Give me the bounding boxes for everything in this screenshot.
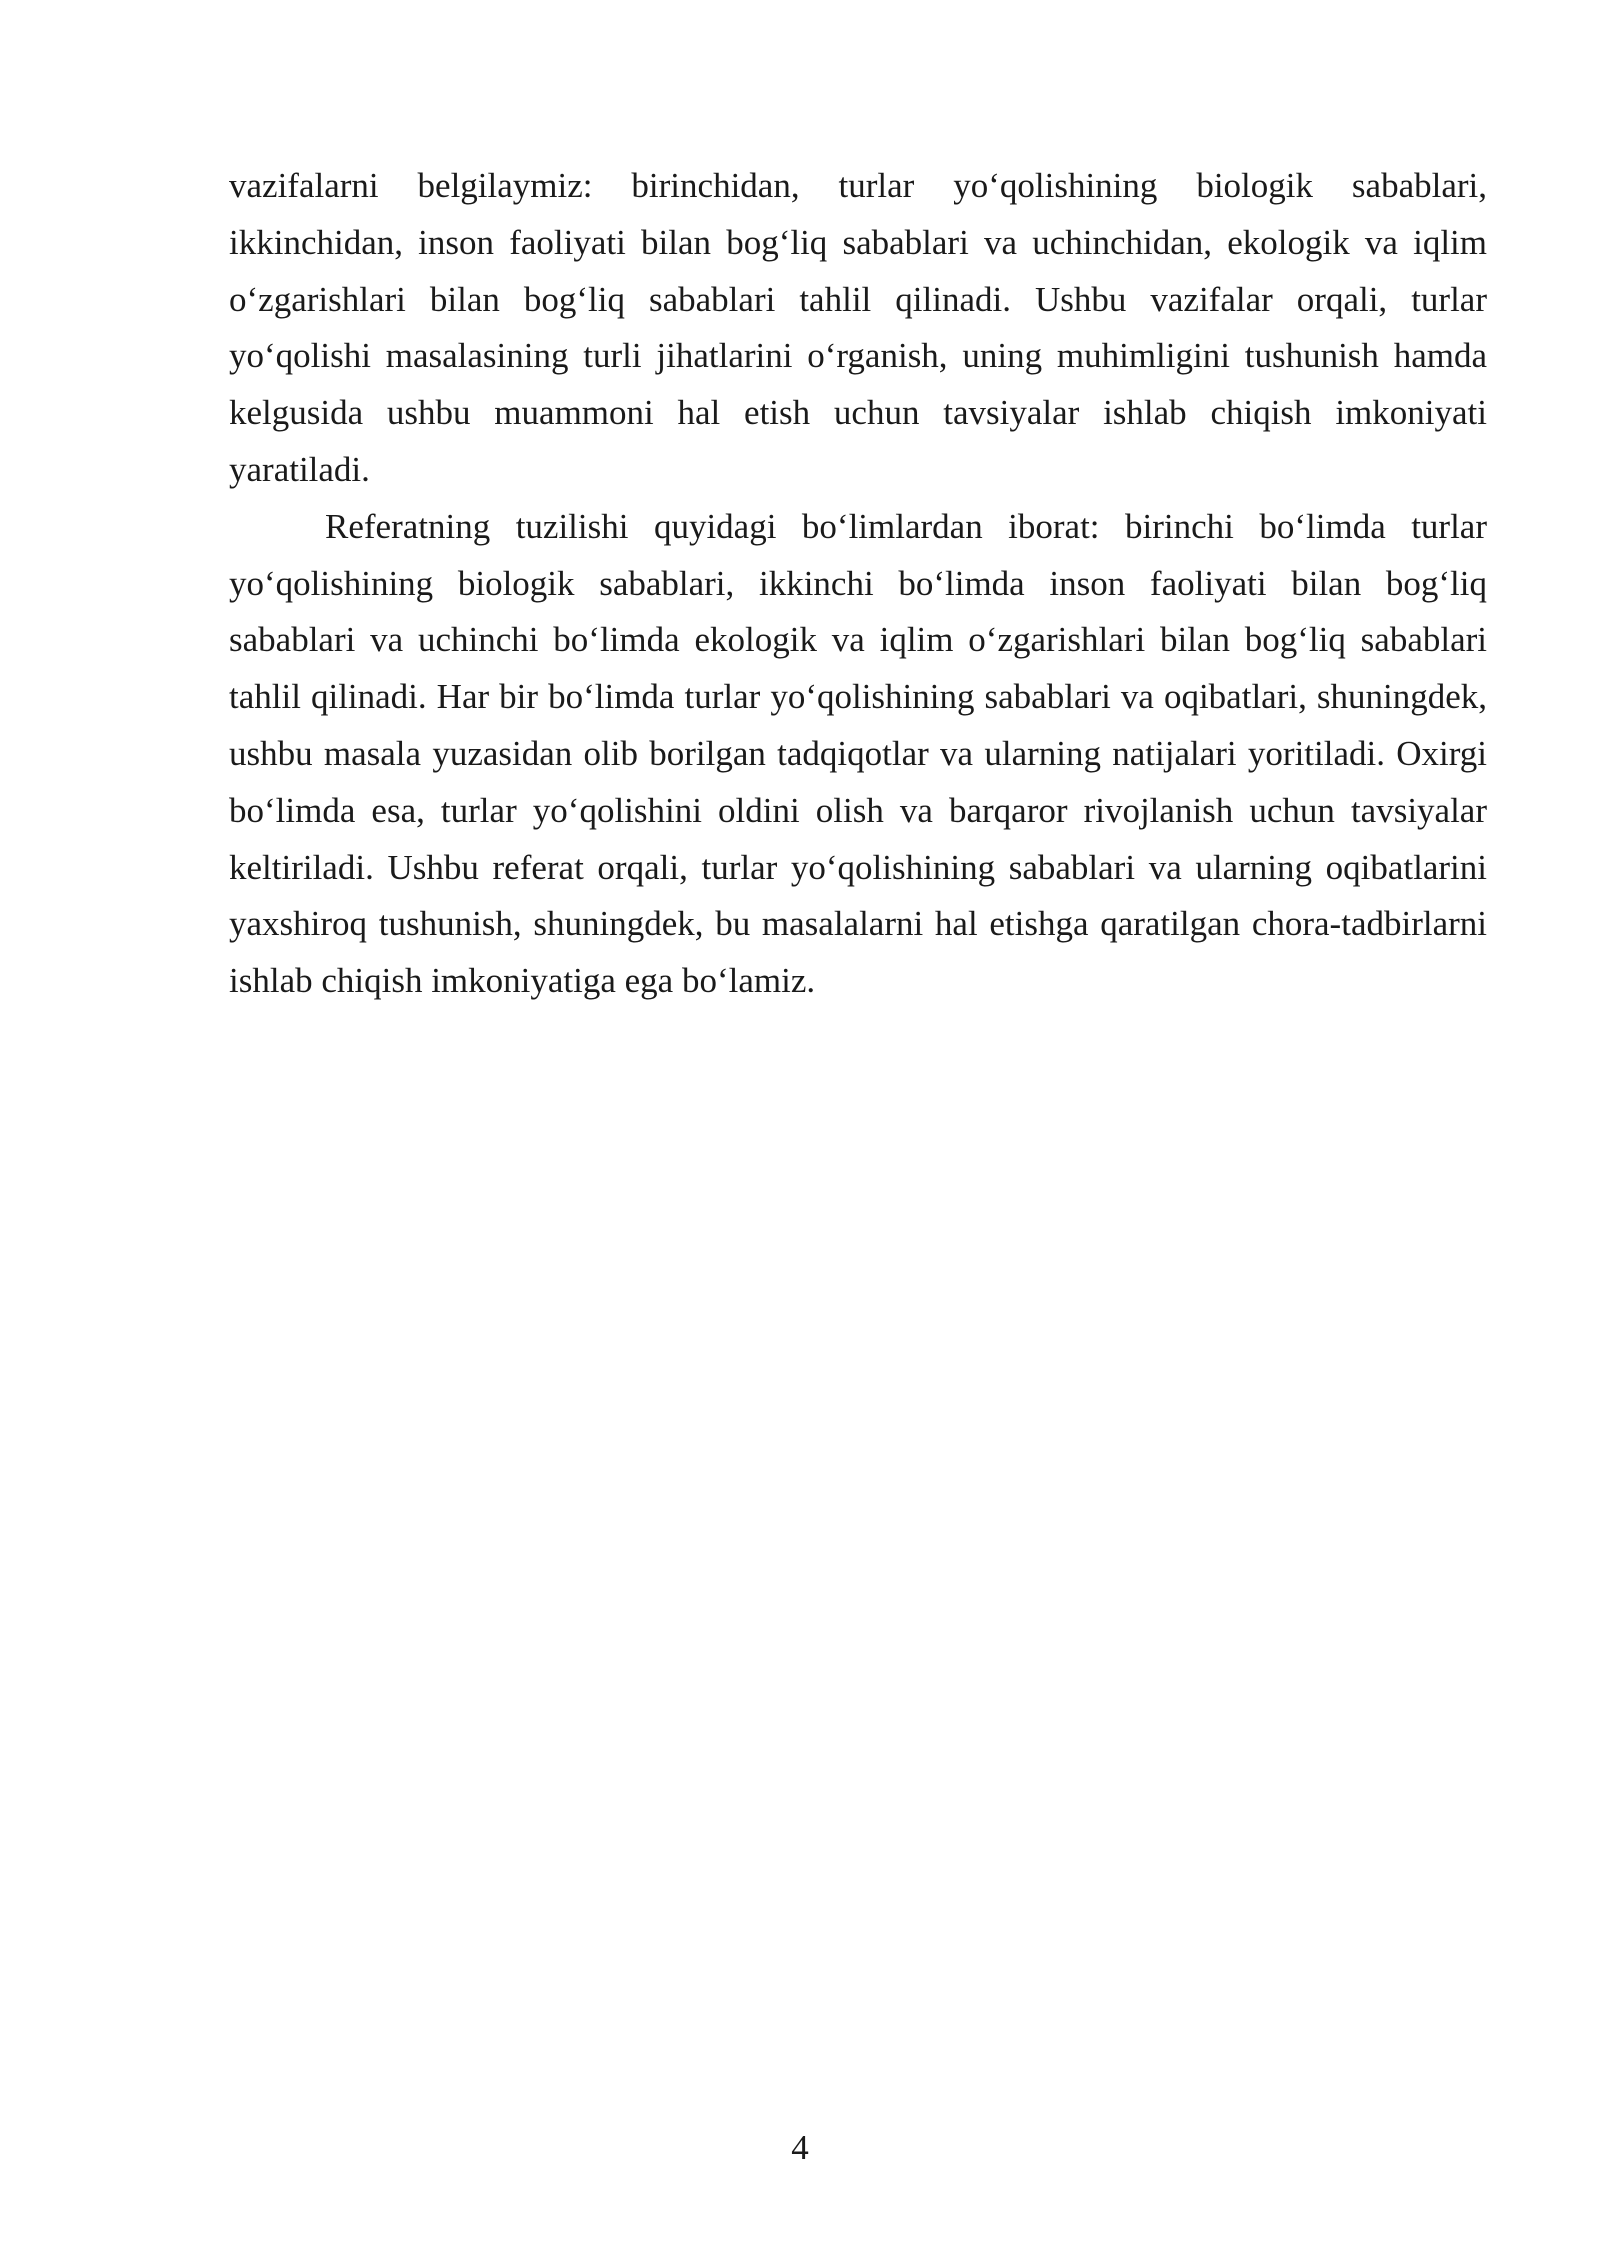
body-text [229, 158, 1487, 1010]
paragraph-structure: Referatning tuzilishi quyidagi bo‘limlardan iborat: birinchi bo‘limda turlar yo‘qolishining biologik sabablari, ikkinchi bo‘limda inson faoliyati bilan bog‘liq sabablari va uchinchi bo‘limda ekologik va iqlim o‘zgarishlari bilan bog‘liq sabablari tahlil qilinadi. Har bir bo‘limda turlar yo‘qolishining sabablari va oqibatlari, shuningdek, ushbu masala yuzasidan olib borilgan tadqiqotlar va ularning natijalari yoritiladi. Oxirgi bo‘limda esa, turlar yo‘qolishini oldini olish va barqaror rivojlanish uchun tavsiyalar keltiriladi. Ushbu referat orqali, turlar yo‘qolishining sabablari va ularning oqibatlarini yaxshiroq tushunish, shuningdek, bu masalalarni hal etishga qaratilgan chora-tadbirlarni ishlab chiqish imkoniyatiga ega bo‘lamiz. [229, 506, 1487, 1001]
page-number: 4 [791, 2128, 809, 2167]
paragraph-continuation: vazifalarni belgilaymiz: birinchidan, turlar yo‘qolishining biologik sabablari, ikkinchidan, inson faoliyati bilan bog‘liq sabablari va uchinchidan, ekologik va iqlim o‘zgarishlari bilan bog‘liq sabablari tahlil qilinadi. Ushbu vazifalar orqali, turlar yo‘qolishi masalasining turli jihatlarini o‘rganish, uning muhimligini tushunish hamda kelgusida ushbu muammoni hal etish uchun tavsiyalar ishlab chiqish imkoniyati yaratiladi. [229, 166, 1487, 489]
